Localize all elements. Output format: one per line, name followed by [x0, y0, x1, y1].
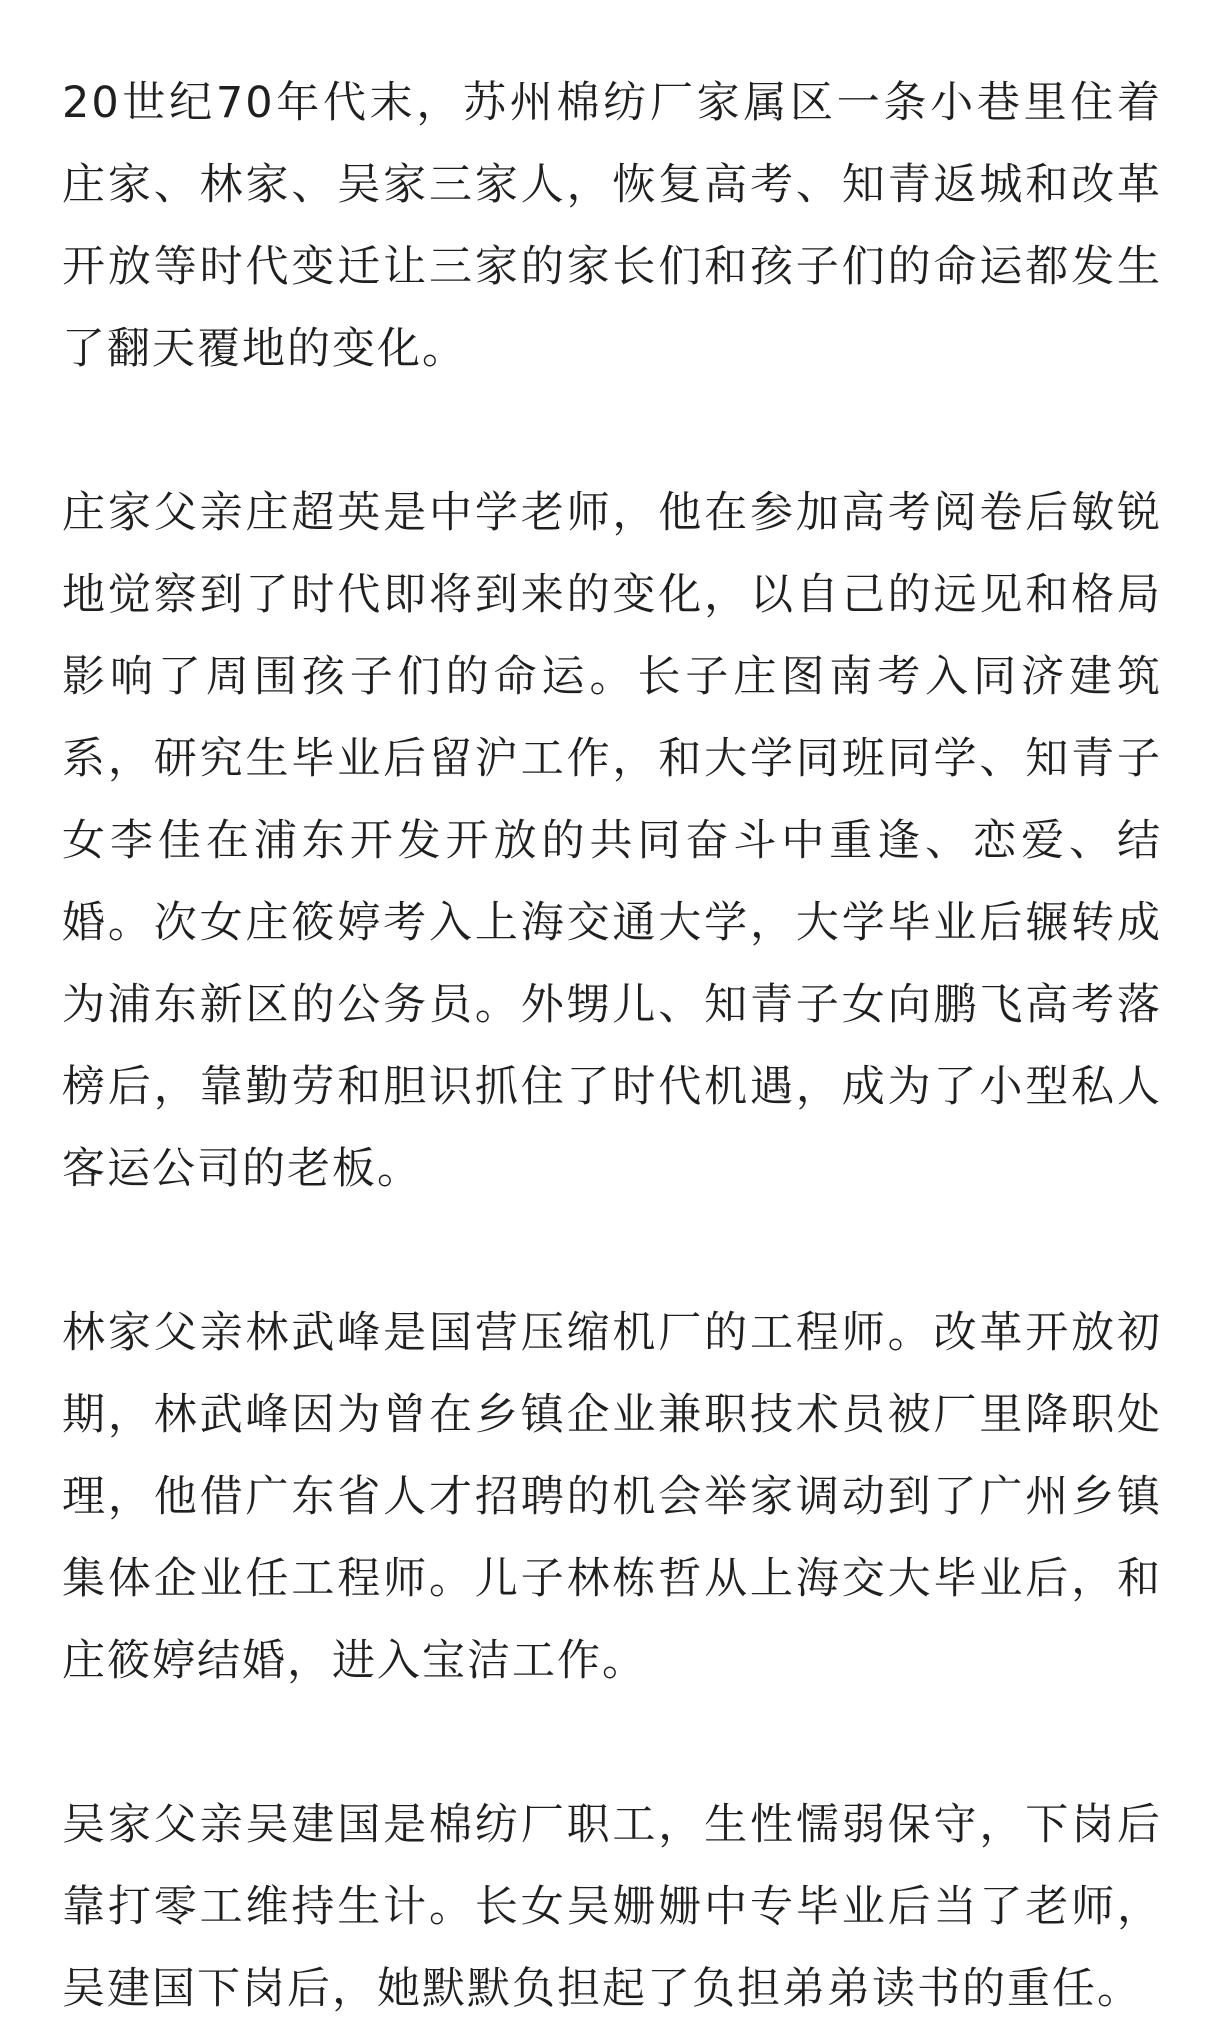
article-body: [62, 62, 1162, 2030]
paragraph-zhuang-family: 庄家父亲庄超英是中学老师，他在参加高考阅卷后敏锐地觉察到了时代即将到来的变化，以自己的远见和格局影响了周围孩子们的命运。长子庄图南考入同济建筑系，研究生毕业后留沪工作，和大学同班同学、知青子女李佳在浦东开发开放的共同奋斗中重逢、恋爱、结婚。次女庄筱婷考入上海交通大学，大学毕业后辗转成为浦东新区的公务员。外甥儿、知青子女向鹏飞高考落榜后，靠勤劳和胆识抓住了时代机遇，成为了小型私人客运公司的老板。: [62, 488, 1162, 1194]
paragraph-intro: 20世纪70年代末，苏州棉纺厂家属区一条小巷里住着庄家、林家、吴家三家人，恢复高考、知青返城和改革开放等时代变迁让三家的家长们和孩子们的命运都发生了翻天覆地的变化。: [62, 78, 1162, 374]
paragraph-lin-family: 林家父亲林武峰是国营压缩机厂的工程师。改革开放初期，林武峰因为曾在乡镇企业兼职技术员被厂里降职处理，他借广东省人才招聘的机会举家调动到了广州乡镇集体企业任工程师。儿子林栋哲从上海交大毕业后，和庄筱婷结婚，进入宝洁工作。: [62, 1308, 1162, 1686]
paragraph-wu-family: 吴家父亲吴建国是棉纺厂职工，生性懦弱保守，下岗后靠打零工维持生计。长女吴姗姗中专毕业后当了老师，吴建国下岗后，她默默负担起了负担弟弟读书的重任。: [62, 1800, 1162, 2014]
